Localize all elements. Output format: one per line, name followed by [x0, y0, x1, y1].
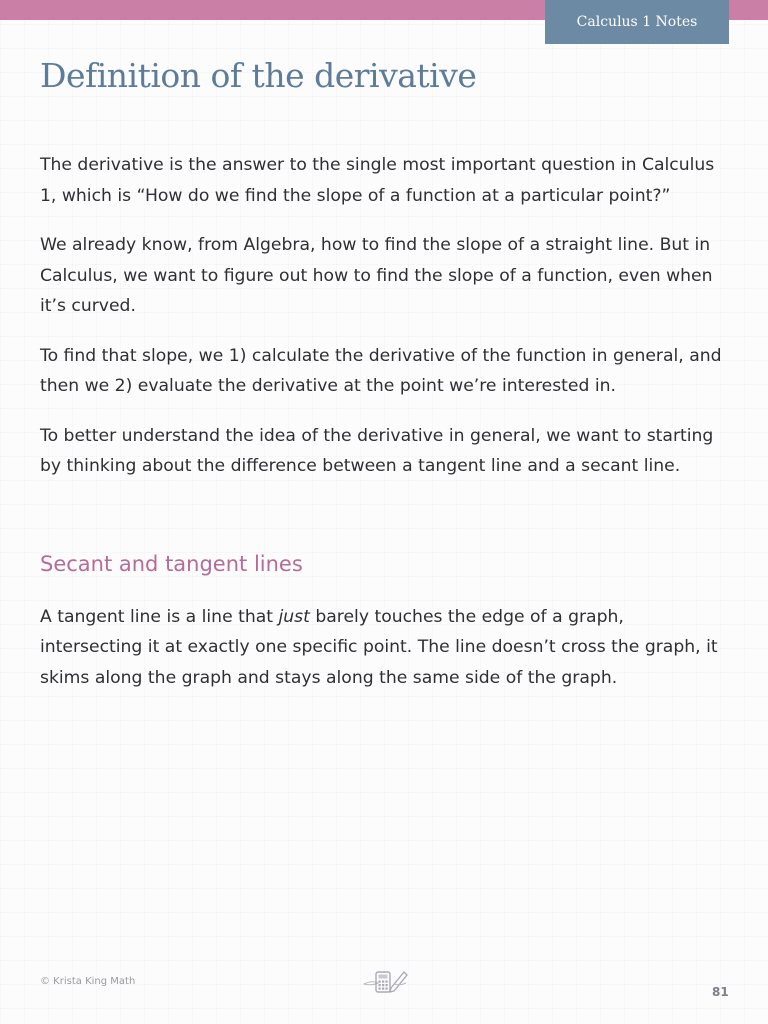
section-paragraph-text-end: barely touches the edge of a graph, intersecting it at exactly one specific point. The line doesn’t cross the graph, it skims along the graph and stays along the same side of the graph. [40, 606, 718, 688]
section-paragraph [40, 602, 730, 694]
notes-tab-label: Calculus 1 Notes [576, 14, 698, 30]
paragraph-3: To find that slope, we 1) calculate the derivative of the function in general, and then we 2) evaluate the derivative at the point we’re interested in. [40, 345, 722, 396]
page-title: Definition of the derivative [40, 56, 477, 95]
paragraph-2: We already know, from Algebra, how to find the slope of a straight line. But in Calculus, we want to figure out how to find the slope of a function, even when it’s curved. [40, 235, 713, 316]
page-number: 81 [712, 985, 729, 999]
section-heading: Secant and tangent lines [40, 551, 303, 576]
section-paragraph-emphasis: just [278, 606, 310, 627]
notes-tab [545, 0, 729, 44]
section-paragraph-text-start: A tangent line is a line that [40, 606, 279, 627]
footer-copyright: © Krista King Math [40, 976, 136, 987]
paragraph-4: To better understand the idea of the derivative in general, we want to starting by thinking about the difference between a tangent line and a secant line. [40, 425, 714, 476]
main-content [40, 150, 730, 712]
paragraph-1: The derivative is the answer to the single most important question in Calculus 1, which is “How do we find the slope of a function at a particular point?” [40, 155, 715, 206]
calculator-pencil-icon [360, 966, 410, 996]
